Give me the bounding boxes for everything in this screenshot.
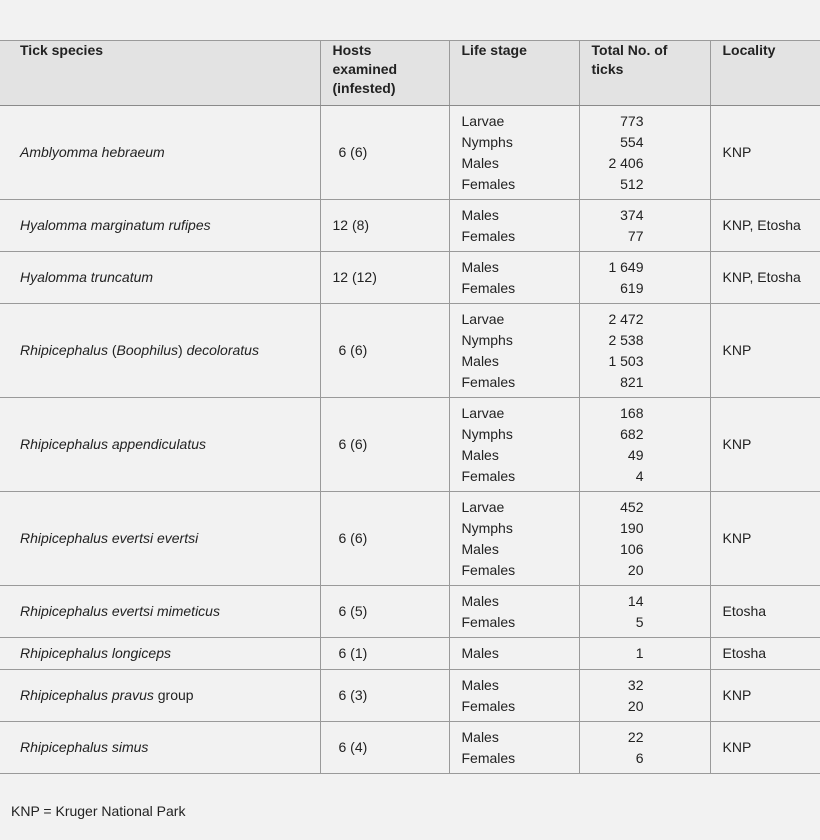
hosts-cell: 6 (6) xyxy=(320,398,449,492)
tick-count-cell xyxy=(579,722,710,774)
header-tick-species: Tick species xyxy=(0,41,320,106)
species-name-part: Boophilus xyxy=(116,342,179,358)
tick-count-value: 6 xyxy=(635,749,644,766)
species-name-part: ) xyxy=(178,342,183,358)
hosts-cell: 12 (8) xyxy=(320,200,449,252)
tick-count-cell xyxy=(579,492,710,586)
table-row xyxy=(0,670,820,722)
life-stage-cell xyxy=(449,586,579,638)
species-cell: Amblyomma hebraeum xyxy=(0,106,320,200)
table-row xyxy=(0,200,820,252)
life-stage-item: Males xyxy=(461,258,499,275)
life-stage-item: Females xyxy=(461,467,516,484)
table-row xyxy=(0,492,820,586)
tick-count-value: 2 538 xyxy=(608,331,644,348)
locality-cell: KNP, Etosha xyxy=(710,252,820,304)
tick-count-value: 773 xyxy=(620,112,644,129)
tick-count-value: 619 xyxy=(620,279,644,296)
life-stage-item: Females xyxy=(461,175,516,192)
tick-count-cell xyxy=(579,586,710,638)
tick-count-cell xyxy=(579,670,710,722)
life-stage-item: Larvae xyxy=(461,404,505,421)
locality-cell: Etosha xyxy=(710,586,820,638)
footnote: KNP = Kruger National Park xyxy=(11,803,186,819)
species-name-part xyxy=(178,342,259,358)
header-hosts-line: examined xyxy=(332,61,398,77)
table-row xyxy=(0,398,820,492)
hosts-cell: 6 (6) xyxy=(320,304,449,398)
tick-count-value: 2 472 xyxy=(608,310,644,327)
tick-count-value: 106 xyxy=(620,540,644,557)
species-name-part: decoloratus xyxy=(182,342,259,358)
tick-count-cell xyxy=(579,398,710,492)
header-locality: Locality xyxy=(710,41,820,106)
life-stage-cell xyxy=(449,252,579,304)
hosts-cell: 6 (5) xyxy=(320,586,449,638)
life-stage-cell xyxy=(449,492,579,586)
header-hosts xyxy=(320,41,449,106)
tick-count-value: 77 xyxy=(627,227,644,244)
tick-count-value: 821 xyxy=(620,373,644,390)
locality-cell: KNP xyxy=(710,106,820,200)
header-hosts-line: Hosts xyxy=(332,42,372,58)
species-cell: Hyalomma truncatum xyxy=(0,252,320,304)
species-cell xyxy=(0,304,320,398)
table-header-row xyxy=(0,41,820,106)
header-life-stage: Life stage xyxy=(449,41,579,106)
tick-count-value: 1 503 xyxy=(608,352,644,369)
tick-count-cell xyxy=(579,304,710,398)
header-hosts-line: (infested) xyxy=(332,80,396,96)
life-stage-item: Females xyxy=(461,697,516,714)
species-name-part: Rhipicephalus xyxy=(20,342,112,358)
table-body xyxy=(0,106,820,774)
tick-count-value: 49 xyxy=(627,446,644,463)
life-stage-item: Nymphs xyxy=(461,425,513,442)
life-stage-item: Nymphs xyxy=(461,519,513,536)
table-row xyxy=(0,586,820,638)
life-stage-item: Males xyxy=(461,352,499,369)
species-cell xyxy=(0,670,320,722)
life-stage-item: Males xyxy=(461,446,499,463)
hosts-cell: 6 (3) xyxy=(320,670,449,722)
life-stage-cell xyxy=(449,670,579,722)
tick-count-value: 452 xyxy=(620,498,644,515)
species-cell: Hyalomma marginatum rufipes xyxy=(0,200,320,252)
life-stage-item: Males xyxy=(461,676,499,693)
locality-cell: KNP xyxy=(710,304,820,398)
life-stage-item: Males xyxy=(461,645,499,661)
life-stage-cell xyxy=(449,722,579,774)
tick-count-value: 22 xyxy=(627,728,644,745)
tick-count-value: 2 406 xyxy=(608,154,644,171)
tick-count-value: 1 649 xyxy=(608,258,644,275)
tick-count-value: 20 xyxy=(627,697,644,714)
table-row xyxy=(0,638,820,670)
life-stage-cell xyxy=(449,304,579,398)
life-stage-cell xyxy=(449,200,579,252)
species-cell: Rhipicephalus appendiculatus xyxy=(0,398,320,492)
life-stage-item: Larvae xyxy=(461,112,505,129)
locality-cell: KNP xyxy=(710,492,820,586)
tick-count-value: 374 xyxy=(620,206,644,223)
hosts-cell: 6 (1) xyxy=(320,638,449,670)
tick-count-value: 4 xyxy=(635,467,644,484)
locality-cell: KNP xyxy=(710,398,820,492)
life-stage-item: Females xyxy=(461,749,516,766)
hosts-cell: 6 (4) xyxy=(320,722,449,774)
life-stage-item: Females xyxy=(461,373,516,390)
life-stage-item: Females xyxy=(461,561,516,578)
life-stage-item: Males xyxy=(461,592,499,609)
tick-count-value: 190 xyxy=(620,519,644,536)
life-stage-item: Males xyxy=(461,540,499,557)
tick-count-value: 32 xyxy=(627,676,644,693)
header-total-line: ticks xyxy=(591,61,624,77)
tick-count-value: 14 xyxy=(627,592,644,609)
species-cell: Rhipicephalus simus xyxy=(0,722,320,774)
header-total-line: Total No. of xyxy=(591,42,668,58)
table-row xyxy=(0,722,820,774)
tick-count-value: 512 xyxy=(620,175,644,192)
table-row xyxy=(0,252,820,304)
tick-count-value: 1 xyxy=(635,645,644,661)
species-cell: Rhipicephalus longiceps xyxy=(0,638,320,670)
life-stage-item: Nymphs xyxy=(461,133,513,150)
life-stage-item: Females xyxy=(461,613,516,630)
life-stage-cell xyxy=(449,106,579,200)
tick-count-cell xyxy=(579,200,710,252)
hosts-cell: 12 (12) xyxy=(320,252,449,304)
tick-count-cell xyxy=(579,638,710,670)
header-total-ticks xyxy=(579,41,710,106)
locality-cell: KNP xyxy=(710,670,820,722)
tick-count-value: 554 xyxy=(620,133,644,150)
life-stage-item: Males xyxy=(461,728,499,745)
table-row xyxy=(0,304,820,398)
life-stage-item: Larvae xyxy=(461,498,505,515)
table-row xyxy=(0,106,820,200)
tick-count-value: 20 xyxy=(627,561,644,578)
locality-cell: Etosha xyxy=(710,638,820,670)
tick-count-cell xyxy=(579,106,710,200)
life-stage-item: Larvae xyxy=(461,310,505,327)
tick-count-cell xyxy=(579,252,710,304)
tick-count-value: 168 xyxy=(620,404,644,421)
locality-cell: KNP, Etosha xyxy=(710,200,820,252)
life-stage-cell xyxy=(449,638,579,670)
tick-count-value: 682 xyxy=(620,425,644,442)
life-stage-item: Males xyxy=(461,154,499,171)
hosts-cell: 6 (6) xyxy=(320,106,449,200)
tick-count-value: 5 xyxy=(635,613,644,630)
life-stage-item: Females xyxy=(461,227,516,244)
locality-cell: KNP xyxy=(710,722,820,774)
life-stage-item: Females xyxy=(461,279,516,296)
life-stage-item: Males xyxy=(461,206,499,223)
life-stage-cell xyxy=(449,398,579,492)
tick-species-table xyxy=(0,40,820,774)
species-cell: Rhipicephalus evertsi mimeticus xyxy=(0,586,320,638)
species-name-part: ( xyxy=(111,342,117,358)
hosts-cell: 6 (6) xyxy=(320,492,449,586)
life-stage-item: Nymphs xyxy=(461,331,513,348)
species-name-part: group xyxy=(153,687,194,703)
species-cell: Rhipicephalus evertsi evertsi xyxy=(0,492,320,586)
species-name-part: Rhipicephalus pravus xyxy=(20,687,154,703)
